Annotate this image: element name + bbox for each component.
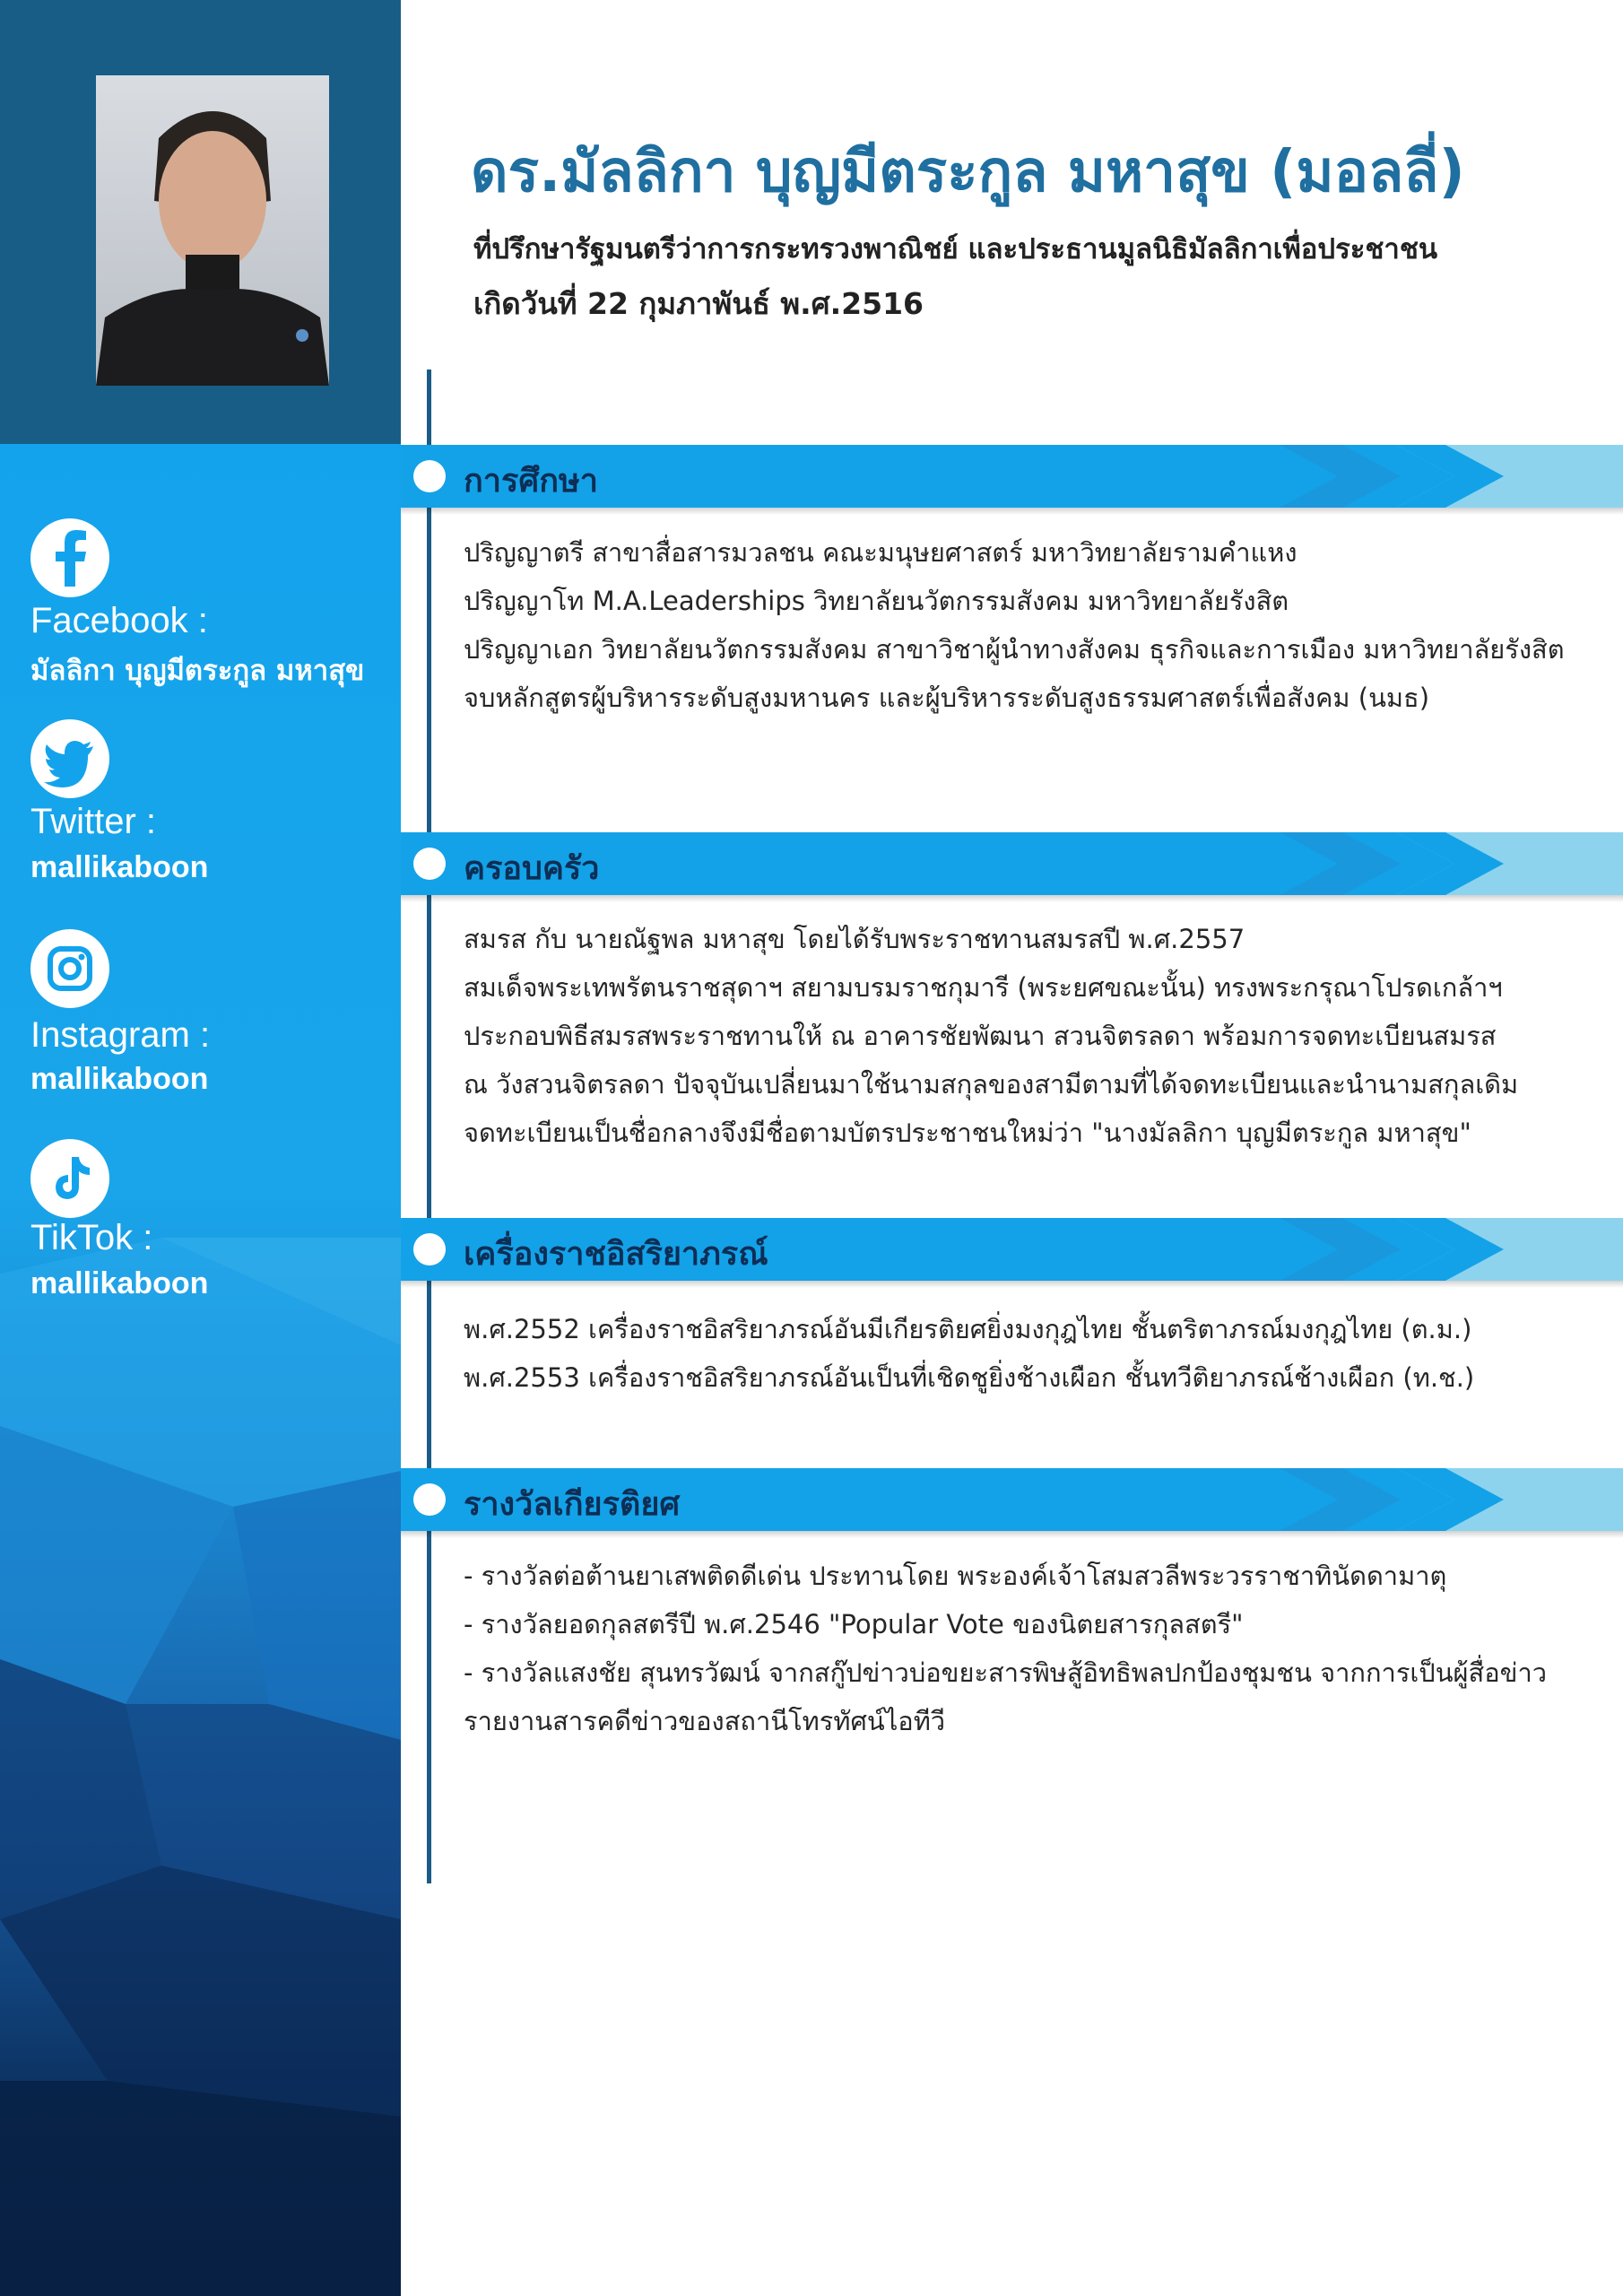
section-title: เครื่องราชอิสริยาภรณ์ (464, 1236, 768, 1273)
family-text (464, 915, 1518, 1157)
section-header-family (401, 832, 1623, 895)
timeline-dot (413, 460, 446, 492)
instagram-icon[interactable] (30, 929, 109, 1008)
decorations-list (464, 1305, 1474, 1402)
facebook-contact[interactable] (30, 518, 365, 687)
list-item: สมเด็จพระเทพรัตนราชสุดาฯ สยามบรมราชกุมารี (พระยศขณะนั้น) ทรงพระกรุณาโปรดเกล้าฯ (464, 972, 1503, 1003)
polygon-pattern (0, 1238, 401, 2296)
education-list (464, 528, 1565, 722)
section-header-decorations (401, 1218, 1623, 1281)
list-item: พ.ศ.2552 เครื่องราชอิสริยาภรณ์อันมีเกียรติยศยิ่งมงกุฎไทย ชั้นตริตาภรณ์มงกุฎไทย (ต.ม.) (464, 1314, 1472, 1344)
list-item: ณ วังสวนจิตรลดา ปัจจุบันเปลี่ยนมาใช้นามสกุลของสามีตามที่ได้จดทะเบียนและนำนามสกุลเดิม (464, 1069, 1519, 1100)
list-item: จดทะเบียนเป็นชื่อกลางจึงมีชื่อตามบัตรประชาชนใหม่ว่า "นางมัลลิกา บุญมีตระกูล มหาสุข" (464, 1118, 1471, 1148)
person-name: ดร.มัลลิกา บุญมีตระกูล มหาสุข (มอลลี่) (471, 139, 1465, 205)
person-position: ที่ปรึกษารัฐมนตรีว่าการกระทรวงพาณิชย์ และประธานมูลนิธิมัลลิกาเพื่อประชาชน (473, 233, 1438, 265)
list-item: - รางวัลต่อต้านยาเสพติดดีเด่น ประทานโดย พระองค์เจ้าโสมสวลีพระวรราชาทินัดดามาตุ (464, 1561, 1447, 1591)
instagram-contact[interactable] (30, 929, 211, 1096)
tiktok-label: TikTok : (30, 1218, 153, 1257)
list-item: จบหลักสูตรผู้บริหารระดับสูงมหานคร และผู้บริหารระดับสูงธรรมศาสตร์เพื่อสังคม (นมธ) (464, 683, 1430, 713)
list-item: ปริญญาเอก วิทยาลัยนวัตกรรมสังคม สาขาวิชาผู้นำทางสังคม ธุรกิจและการเมือง มหาวิทยาลัยรังสิต (464, 634, 1565, 665)
list-item: สมรส กับ นายณัฐพล มหาสุข โดยได้รับพระราชทานสมรสปี พ.ศ.2557 (464, 924, 1245, 954)
facebook-icon[interactable] (30, 518, 109, 597)
section-header-education (401, 445, 1623, 508)
timeline-dot (413, 1483, 446, 1516)
section-title: รางวัลเกียรติยศ (464, 1486, 681, 1523)
section-title: ครอบครัว (464, 850, 600, 887)
twitter-contact[interactable] (30, 719, 209, 884)
list-item: - รางวัลยอดกุลสตรีปี พ.ศ.2546 "Popular Vote ของนิตยสารกุลสตรี" (464, 1609, 1244, 1639)
list-item: - รางวัลแสงชัย สุนทรวัฒน์ จากสกู๊ปข่าวบ่อขยะสารพิษสู้อิทธิพลปกป้องชุมชน จากการเป็นผู้สื่อข่าว (464, 1657, 1548, 1688)
section-header-awards (401, 1468, 1623, 1531)
sidebar (0, 0, 401, 2296)
profile-photo (96, 75, 329, 386)
instagram-value[interactable]: mallikaboon (30, 1062, 209, 1096)
tiktok-value[interactable]: mallikaboon (30, 1266, 209, 1300)
timeline-dot (413, 1233, 446, 1265)
list-item: ปริญญาโท M.A.Leaderships วิทยาลัยนวัตกรรมสังคม มหาวิทยาลัยรังสิต (464, 586, 1289, 616)
list-item: รายงานสารคดีข่าวของสถานีโทรทัศน์ไอทีวี (464, 1706, 946, 1736)
instagram-label: Instagram : (30, 1015, 211, 1055)
list-item: ประกอบพิธีสมรสพระราชทานให้ ณ อาคารชัยพัฒนา สวนจิตรลดา พร้อมการจดทะเบียนสมรส (464, 1021, 1497, 1051)
twitter-label: Twitter : (30, 802, 157, 841)
facebook-label: Facebook : (30, 601, 208, 640)
person-birthdate: เกิดวันที่ 22 กุมภาพันธ์ พ.ศ.2516 (473, 286, 924, 321)
twitter-icon[interactable] (30, 719, 109, 798)
twitter-value[interactable]: mallikaboon (30, 850, 209, 884)
timeline-line (427, 370, 431, 1883)
tiktok-icon[interactable] (30, 1139, 109, 1218)
timeline-dot (413, 848, 446, 880)
list-item: ปริญญาตรี สาขาสื่อสารมวลชน คณะมนุษยศาสตร์ มหาวิทยาลัยรามคำแหง (464, 537, 1298, 568)
tiktok-contact[interactable] (30, 1139, 209, 1300)
awards-list (464, 1552, 1547, 1745)
list-item: พ.ศ.2553 เครื่องราชอิสริยาภรณ์อันเป็นที่เชิดชูยิ่งช้างเผือก ชั้นทวีติยาภรณ์ช้างเผือก (ท.ช.) (464, 1362, 1475, 1393)
facebook-value[interactable]: มัลลิกา บุญมีตระกูล มหาสุข (30, 655, 365, 687)
section-title: การศึกษา (464, 463, 598, 500)
